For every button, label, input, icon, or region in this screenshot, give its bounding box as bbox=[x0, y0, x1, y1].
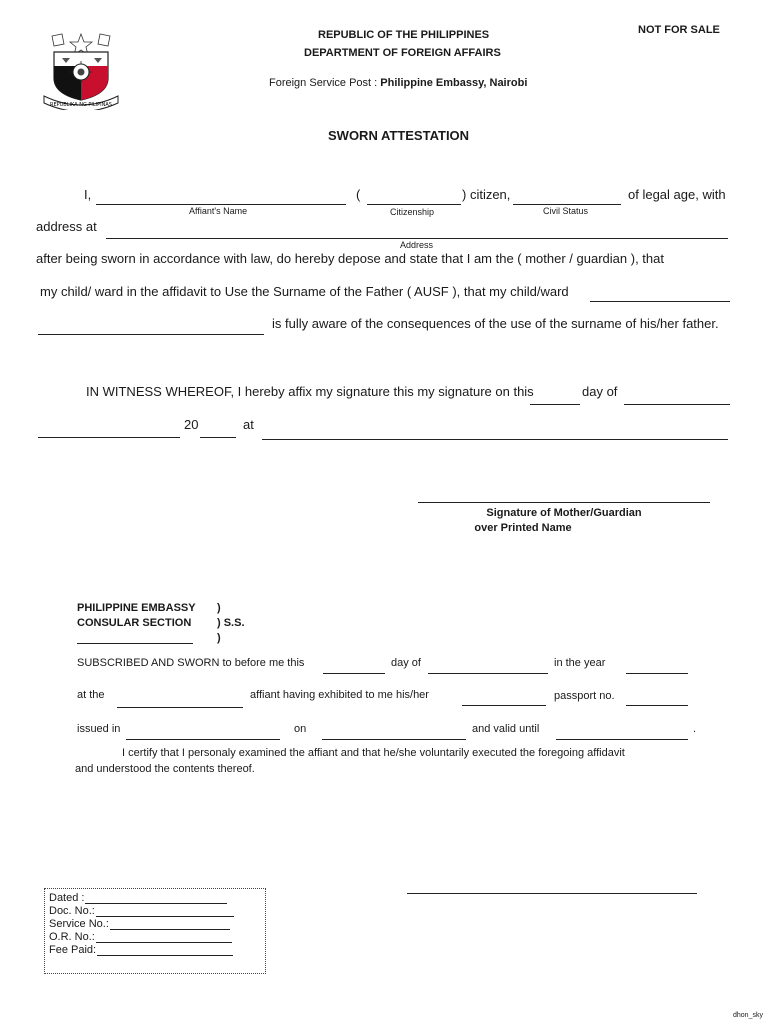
valid-until-field[interactable] bbox=[556, 739, 688, 740]
doc-no-row bbox=[49, 904, 234, 917]
child-name-field[interactable] bbox=[590, 301, 730, 302]
post-label: Foreign Service Post : bbox=[269, 77, 381, 89]
philippine-seal-icon bbox=[40, 28, 122, 110]
child-name-field-2[interactable] bbox=[38, 334, 264, 335]
civil-status-caption: Civil Status bbox=[543, 206, 589, 216]
service-no-field[interactable] bbox=[110, 917, 230, 930]
in-the-year-label: in the year bbox=[554, 657, 606, 669]
i-label: I, bbox=[84, 187, 92, 202]
citizen-label: ) citizen, bbox=[462, 187, 511, 202]
credit-text: dhon_sky bbox=[733, 1012, 763, 1019]
at-the-field[interactable] bbox=[117, 707, 243, 708]
certify-text-2: and understood the contents thereof. bbox=[75, 763, 255, 775]
citizenship-field[interactable] bbox=[367, 204, 461, 205]
witness-year-field[interactable] bbox=[200, 437, 236, 438]
certify-text-1: I certify that I personaly examined the affiant and that he/she voluntarily executed the foregoing affidavit bbox=[122, 747, 625, 759]
legal-age-label: of legal age, with bbox=[628, 187, 726, 202]
document-title: SWORN ATTESTATION bbox=[328, 128, 470, 143]
affiant-exhibited-text: affiant having exhibited to me his/her bbox=[250, 689, 429, 701]
post-value: Philippine Embassy, Nairobi bbox=[380, 77, 528, 89]
foreign-service-post bbox=[269, 77, 527, 89]
address-field[interactable] bbox=[106, 238, 728, 239]
day-of-label: day of bbox=[582, 384, 618, 399]
valid-until-label: and valid until bbox=[472, 723, 540, 735]
not-for-sale-label: NOT FOR SALE bbox=[638, 24, 720, 36]
issued-in-label: issued in bbox=[77, 723, 121, 735]
witness-place-field[interactable] bbox=[262, 439, 728, 440]
ss-paren-1: ) bbox=[217, 602, 221, 614]
signature-caption-2: over Printed Name bbox=[474, 522, 572, 534]
child-text: my child/ ward in the affidavit to Use the Surname of the Father ( AUSF ), that my child/ward bbox=[40, 284, 569, 299]
fee-box bbox=[44, 888, 266, 974]
subscribed-day-field[interactable] bbox=[323, 673, 385, 674]
ss-label: ) S.S. bbox=[217, 617, 245, 629]
issued-on-field[interactable] bbox=[322, 739, 466, 740]
passport-no-field[interactable] bbox=[626, 705, 688, 706]
issued-in-field[interactable] bbox=[126, 739, 280, 740]
witness-month-field[interactable] bbox=[624, 404, 730, 405]
period-mark: . bbox=[693, 723, 697, 735]
or-no-label: O.R. No.: bbox=[49, 931, 95, 943]
depose-text: after being sworn in accordance with law, do hereby depose and state that I am the ( mother / guardian ), that bbox=[36, 251, 664, 266]
address-at-label: address at bbox=[36, 219, 97, 234]
dated-row bbox=[49, 891, 227, 904]
department-heading: DEPARTMENT OF FOREIGN AFFAIRS bbox=[304, 47, 501, 59]
fee-paid-label: Fee Paid: bbox=[49, 944, 97, 956]
document-type-field[interactable] bbox=[462, 705, 546, 706]
dated-label: Dated : bbox=[49, 892, 85, 904]
or-no-field[interactable] bbox=[96, 930, 232, 943]
civil-status-field[interactable] bbox=[513, 204, 621, 205]
at-label: at bbox=[243, 417, 254, 432]
affiants-name-caption: Affiant's Name bbox=[189, 206, 248, 216]
passport-no-label: passport no. bbox=[554, 690, 615, 702]
ss-paren-3: ) bbox=[217, 632, 221, 644]
on-label: on bbox=[294, 723, 307, 735]
witness-text: IN WITNESS WHEREOF, I hereby affix my signature this my signature on this bbox=[86, 384, 534, 399]
doc-no-label: Doc. No.: bbox=[49, 905, 95, 917]
consular-section-label: CONSULAR SECTION bbox=[77, 617, 192, 629]
consular-underline bbox=[77, 643, 193, 644]
subscribed-text: SUBSCRIBED AND SWORN to before me this bbox=[77, 657, 305, 669]
dated-field[interactable] bbox=[85, 891, 227, 904]
twenty-label: 20 bbox=[184, 417, 199, 432]
consular-day-of-label: day of bbox=[391, 657, 421, 669]
affiant-name-field[interactable] bbox=[96, 204, 346, 205]
aware-text: is fully aware of the consequences of the use of the surname of his/her father. bbox=[272, 316, 719, 331]
signature-line[interactable] bbox=[418, 502, 710, 503]
service-no-label: Service No.: bbox=[49, 918, 109, 930]
doc-no-field[interactable] bbox=[96, 904, 234, 917]
signature-caption-1: Signature of Mother/Guardian bbox=[486, 507, 642, 519]
republic-heading: REPUBLIC OF THE PHILIPPINES bbox=[318, 29, 490, 41]
subscribed-month-field[interactable] bbox=[428, 673, 548, 674]
subscribed-year-field[interactable] bbox=[626, 673, 688, 674]
at-the-label: at the bbox=[77, 689, 105, 701]
witness-date-field[interactable] bbox=[38, 437, 180, 438]
fee-paid-field[interactable] bbox=[97, 943, 233, 956]
seal-text: REPUBLIKA NG PILIPINAS bbox=[50, 102, 112, 108]
address-caption: Address bbox=[400, 240, 434, 250]
open-paren: ( bbox=[356, 187, 361, 202]
consul-signature-line[interactable] bbox=[407, 893, 697, 894]
service-no-row bbox=[49, 917, 230, 930]
or-no-row bbox=[49, 930, 232, 943]
fee-paid-row bbox=[49, 943, 233, 956]
embassy-label: PHILIPPINE EMBASSY bbox=[77, 602, 196, 614]
witness-day-field[interactable] bbox=[530, 404, 580, 405]
citizenship-caption: Citizenship bbox=[390, 207, 435, 217]
